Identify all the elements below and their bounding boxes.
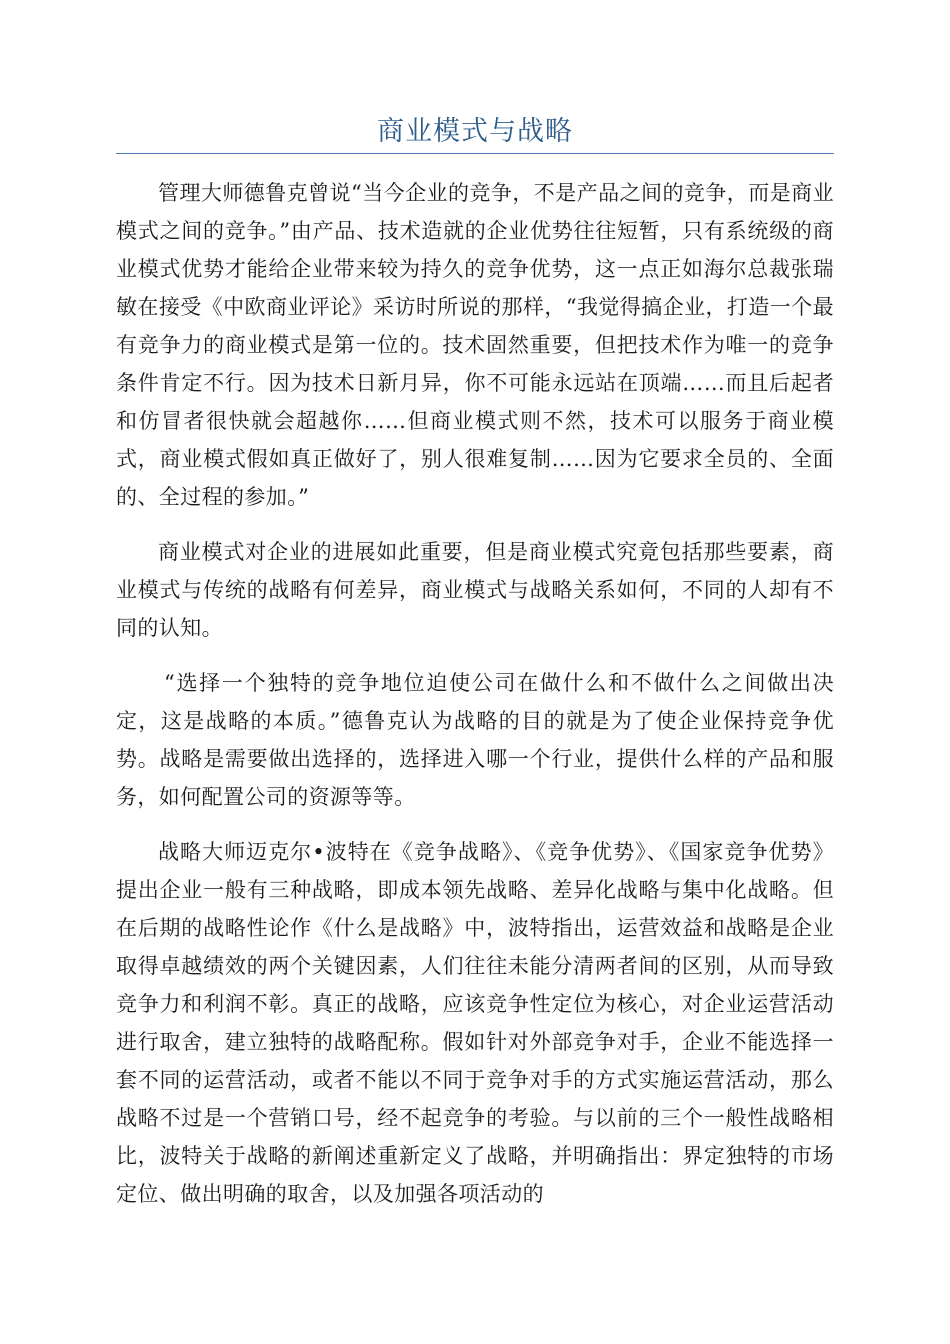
paragraph-3: “选择一个独特的竞争地位迫使公司在做什么和不做什么之间做出决定，这是战略的本质。”德鲁克认为战略的目的就是为了使企业保持竞争优势。战略是需要做出选择的，选择进入哪一个行业，提供什么样的产品和服务，如何配置公司的资源等等。: [116, 671, 834, 809]
page-title: 商业模式与战略: [377, 116, 573, 147]
paragraph-2: 商业模式对企业的进展如此重要，但是商业模式究竟包括那些要素，商业模式与传统的战略有何差异，商业模式与战略关系如何，不同的人却有不同的认知。: [116, 540, 834, 640]
paragraph-1: 管理大师德鲁克曾说“当今企业的竞争，不是产品之间的竞争，而是商业模式之间的竞争。”由产品、技术造就的企业优势往往短暂，只有系统级的商业模式优势才能给企业带来较为持久的竞争优势，这一点正如海尔总裁张瑞敏在接受《中欧商业评论》采访时所说的那样，“我觉得搞企业，打造一个最有竞争力的商业模式是第一位的。技术固然重要，但把技术作为唯一的竞争条件肯定不行。因为技术日新月异，你不可能永远站在顶端……而且后起者和仿冒者很快就会超越你……但商业模式则不然，技术可以服务于商业模式，商业模式假如真正做好了，别人很难复制……因为它要求全员的、全面的、全过程的参加。”: [116, 181, 834, 509]
title-underline: [116, 153, 834, 154]
paragraph-4: 战略大师迈克尔•波特在《竞争战略》、《竞争优势》、《国家竞争优势》提出企业一般有三种战略，即成本领先战略、差异化战略与集中化战略。但在后期的战略性论作《什么是战略》中，波特指出，运营效益和战略是企业取得卓越绩效的两个关键因素，人们往往未能分清两者间的区别，从而导致竞争力和利润不彰。真正的战略，应该竞争性定位为核心，对企业运营活动进行取舍，建立独特的战略配称。假如针对外部竞争对手，企业不能选择一套不同的运营活动，或者不能以不同于竞争对手的方式实施运营活动，那么战略不过是一个营销口号，经不起竞争的考验。与以前的三个一般性战略相比，波特关于战略的新阐述重新定义了战略，并明确指出：界定独特的市场定位、做出明确的取舍，以及加强各项活动的: [116, 840, 834, 1206]
article-body: [116, 174, 834, 1230]
